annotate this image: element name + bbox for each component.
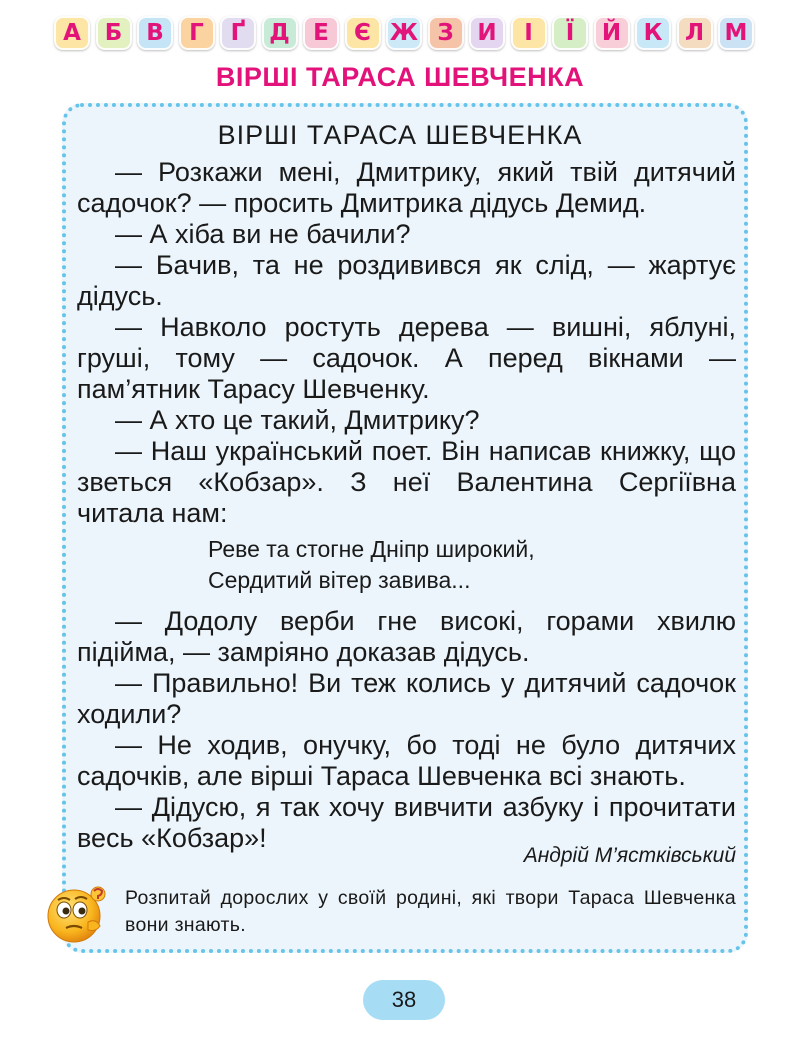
story-paragraph: — Додолу верби гне високі, горами хвилю підійма, — замріяно доказав дідусь.: [77, 606, 736, 667]
alphabet-letter: З: [428, 16, 464, 50]
story-paragraph: — А хто це такий, Дмитрику?: [115, 405, 480, 435]
task-instruction: Розпитай дорослих у своїй родині, які твори Тараса Шевченка вони знають.: [125, 887, 736, 936]
story-paragraph: — Наш український поет. Він написав книжку, що зветься «Кобзар». З неї Валентина Сергіївна читала нам:: [77, 436, 736, 528]
story-paragraph: — Навколо ростуть дерева — вишні, яблуні, груші, тому — садочок. А перед вікнами — пам’ятник Тарасу Шевченку.: [77, 312, 736, 404]
poem-line: Реве та стогне Дніпр широкий,: [208, 536, 535, 562]
story-paragraph: — Бачив, та не роздивився як слід, — жартує дідусь.: [77, 250, 736, 311]
alphabet-letter: Ж: [386, 16, 422, 50]
alphabet-letter: А: [54, 16, 90, 50]
story-paragraph: — Розкажи мені, Дмитрику, який твій дитячий садочок? — просить Дмитрика дідусь Демид.: [77, 157, 736, 218]
alphabet-letter: М: [718, 16, 754, 50]
story-author: Андрій М’ястківський: [523, 844, 736, 867]
alphabet-letter: Л: [677, 16, 713, 50]
story-paragraph: — А хіба ви не бачили?: [115, 219, 411, 249]
story-paragraph: — Правильно! Ви теж колись у дитячий садочок ходили?: [77, 668, 736, 729]
alphabet-letter: Д: [262, 16, 298, 50]
alphabet-letter: Б: [96, 16, 132, 50]
story-paragraph: — Не ходив, онучку, бо тоді не було дитячих садочків, але вірші Тараса Шевченка всі знають.: [77, 730, 736, 791]
alphabet-letter: Є: [345, 16, 381, 50]
story-title: ВІРШІ ТАРАСА ШЕВЧЕНКА: [217, 120, 583, 150]
alphabet-letter: И: [469, 16, 505, 50]
alphabet-letter: В: [137, 16, 173, 50]
task-text: [125, 885, 736, 939]
page-number: 38: [363, 980, 445, 1020]
poem-quote: [77, 534, 736, 596]
alphabet-letter: Ґ: [220, 16, 256, 50]
story-text: [77, 157, 736, 854]
alphabet-letter: К: [635, 16, 671, 50]
alphabet-letter: Е: [303, 16, 339, 50]
alphabet-letter: Ї: [552, 16, 588, 50]
page-heading: ВІРШІ ТАРАСА ШЕВЧЕНКА: [215, 62, 585, 92]
story-paragraph: — Дідусю, я так хочу вивчити азбуку і прочитати весь «Кобзар»!: [77, 792, 736, 853]
poem-line: Сердитий вітер завива...: [208, 567, 471, 593]
alphabet-letter: Г: [179, 16, 215, 50]
alphabet-letter: І: [511, 16, 547, 50]
thinking-face-icon: [44, 882, 112, 946]
alphabet-letter: Й: [594, 16, 630, 50]
alphabet-strip: [54, 13, 754, 53]
